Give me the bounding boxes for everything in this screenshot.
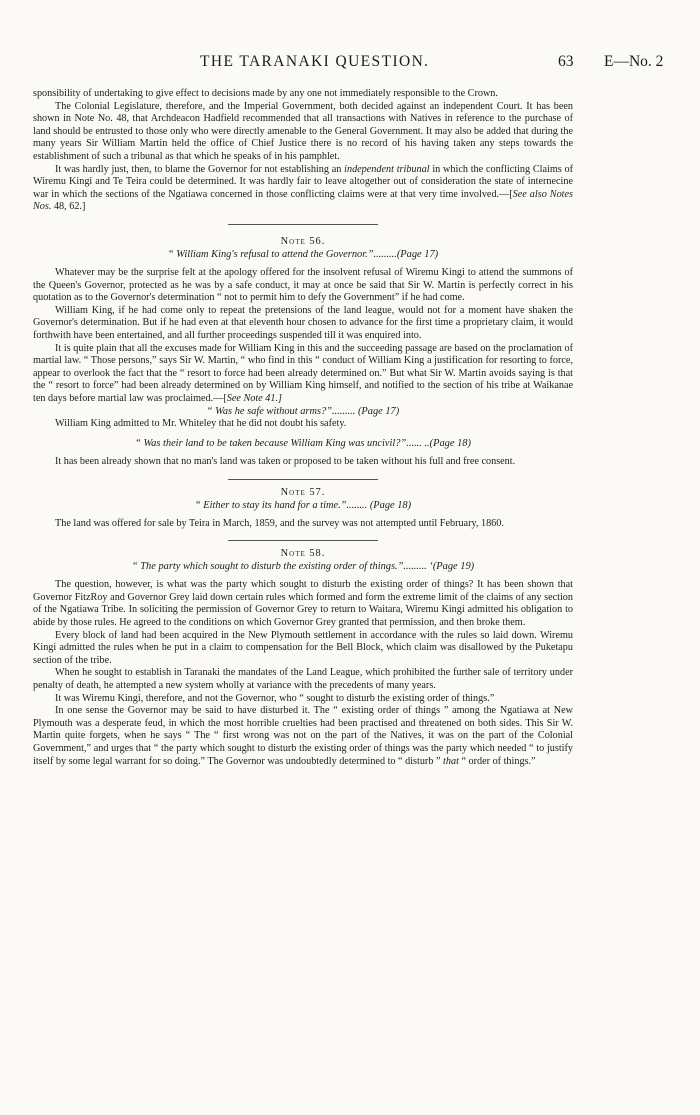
note-56-quote (33, 248, 573, 261)
note-56-quote-3-text: “ Was their land to be taken because William King was uncivil?”...... ..(Page 18) (135, 438, 471, 450)
page-number: 63 (558, 53, 574, 70)
note-57-quote-text: “ Either to stay its hand for a time.”........ (Page 18) (194, 499, 412, 511)
note-58-paragraph-4: It was Wiremu Kingi, therefore, and not the Governor, who “ sought to disturb the existing order of things.” (55, 692, 495, 704)
intro-paragraph-1: sponsibility of undertaking to give effect to decisions made by any one not immediately responsible to the Crown. (33, 88, 498, 99)
note-56-title: Note 56. (280, 235, 326, 247)
note-57-title: Note 57. (280, 486, 326, 498)
intro-p3-text-a: It was hardly just, then, to blame the Governor for not establishing an (55, 163, 342, 175)
note-56-paragraph-2: William King, if he had come only to repeat the pretensions of the land league, would not for a moment have shaken the Governor's determination. But if he had even at that eleventh hour chosen to advance for the first time a proprietary claim, it would forthwith have been entertained, and all further proceedings suspended till it was enquired into. (33, 304, 573, 341)
note-58-p5-text: In one sense the Governor may be said to have disturbed it. The “ existing order of things ” among the Ngatiawa at New Plymouth was a desperate feud, in which the most horrible cruelties had been practised and threatened on both sides. This Sir W. Martin quite forgets, when he says “ The “ first wrong was not on the part of the Natives, it was on the part of the Colonial Government,” and urges that “ the party which sought to disturb the existing order of things was the party which needed “ to justify itself by some legal warrant for so doing.” The Governor was undoubtedly determined to “ disturb ” (33, 705, 573, 767)
note-56-quote-3 (33, 437, 573, 450)
intro-p3-emphasis: independent tribunal (344, 163, 430, 175)
note-56-paragraph-5: It has been already shown that no man's land was taken or proposed to be taken without his full and free consent. (55, 456, 516, 468)
note-58-paragraph-2: Every block of land had been acquired in the New Plymouth settlement in accordance with the rules so laid down. Wiremu Kingi admitted the rules when he put in a claim to compensation for the Bell Block, which claim was disallowed by the Puketapu section of the tribe. (33, 629, 573, 666)
note-56-quote-2-text: “ Was he safe without arms?”......... (Page 17) (206, 406, 400, 418)
note-56-paragraph-3 (33, 343, 573, 406)
note-56-p3-text: It is quite plain that all the excuses made for William King in this and the succeeding passage are based on the proclamation of martial law. “ Those persons,” says Sir W. Martin, “ who find in this “ conduct of William King a justification for resorting to force, appear to overlook the fact that the “ resort to force had been already determined on.” But what Sir W. Martin avoids saying is that the “ resort to force” had been already determined on by William King himself, and notified to the section of his tribe at Waikanae ten days before martial law was proclaimed.—[ (33, 342, 573, 404)
note-57-paragraph-1: The land was offered for sale by Teira in March, 1859, and the survey was not attempted until February, 1860. (55, 517, 504, 529)
note-56-quote-text: “ William King's refusal to attend the Governor.”.........(Page 17) (167, 248, 439, 260)
page-body (33, 88, 573, 768)
page-title: THE TARANAKI QUESTION. (200, 53, 430, 70)
note-56-p3-see: See Note 41.] (226, 392, 282, 404)
note-56-quote-2 (33, 405, 573, 418)
note-58-title: Note 58. (280, 548, 326, 560)
running-header (0, 53, 700, 73)
note-58-paragraph-5 (33, 705, 573, 768)
note-57-quote (33, 499, 573, 512)
note-56-paragraph-4: William King admitted to Mr. Whiteley that he did not doubt his safety. (55, 418, 347, 430)
document-reference: E—No. 2 (604, 53, 664, 70)
note-58-p5-end: “ order of things.” (461, 755, 536, 767)
note-58-quote-text: “ The party which sought to disturb the existing order of things.”......... ‘(Page 19) (131, 561, 475, 573)
note-58-paragraph-1: The question, however, is what was the party which sought to disturb the existing order of things? It has been shown that Governor FitzRoy and Governor Grey laid down certain rules which formed and form the extreme limit of the claims of any section of the Ngatiawa Tribe. In soliciting the permission of Governor Grey to return to Waitara, Wiremu Kingi admitted his obligation to abide by those rules. He agreed to the conditions on which Governor Grey granted that permission, and then broke them. (33, 579, 573, 629)
intro-p3-text-b: in which the conflicting Claims of Wiremu Kingi and Te Teira could be determined. It was hardly fair to leave altogether out of consideration the state of internecine war in which the sections of the Ngatiawa concerned in those conflicting claims were at that very time involved.—[ (33, 163, 574, 200)
intro-p3-text-c: 48, 62.] (53, 201, 86, 213)
intro-paragraph-3 (33, 164, 573, 214)
note-58-paragraph-3: When he sought to establish in Taranaki the mandates of the Land League, which prohibited the further sale of territory under penalty of death, he attempted a new system wholly at variance with the precedents of many years. (33, 667, 573, 691)
note-56-paragraph-1: Whatever may be the surprise felt at the apology offered for the insolvent refusal of Wiremu Kingi to attend the summons of the Queen's Governor, protected as he was by a safe conduct, it may at once be said that Sir W. Martin is perfectly correct in his quotation as to the Governor's determination “ not to permit him to defy the Government” if he had come. (33, 266, 573, 304)
intro-p3-see-also: See also Notes Nos. (33, 188, 573, 213)
note-58-p5-emphasis: that (443, 755, 459, 767)
note-58-quote (33, 560, 573, 573)
intro-paragraph-2: The Colonial Legislature, therefore, and the Imperial Government, both decided against an independent Court. It has been shown in Note No. 48, that Archdeacon Hadfield recommended that all transactions with Natives in reference to the purchase of land should be entrusted to those only who were directly amenable to the General Government. It may also be added that during the many years Sir William Martin held the office of Chief Justice there is no record of his having taken any steps towards the establishment of such a tribunal as that which he speaks of in his pamphlet. (33, 100, 573, 162)
